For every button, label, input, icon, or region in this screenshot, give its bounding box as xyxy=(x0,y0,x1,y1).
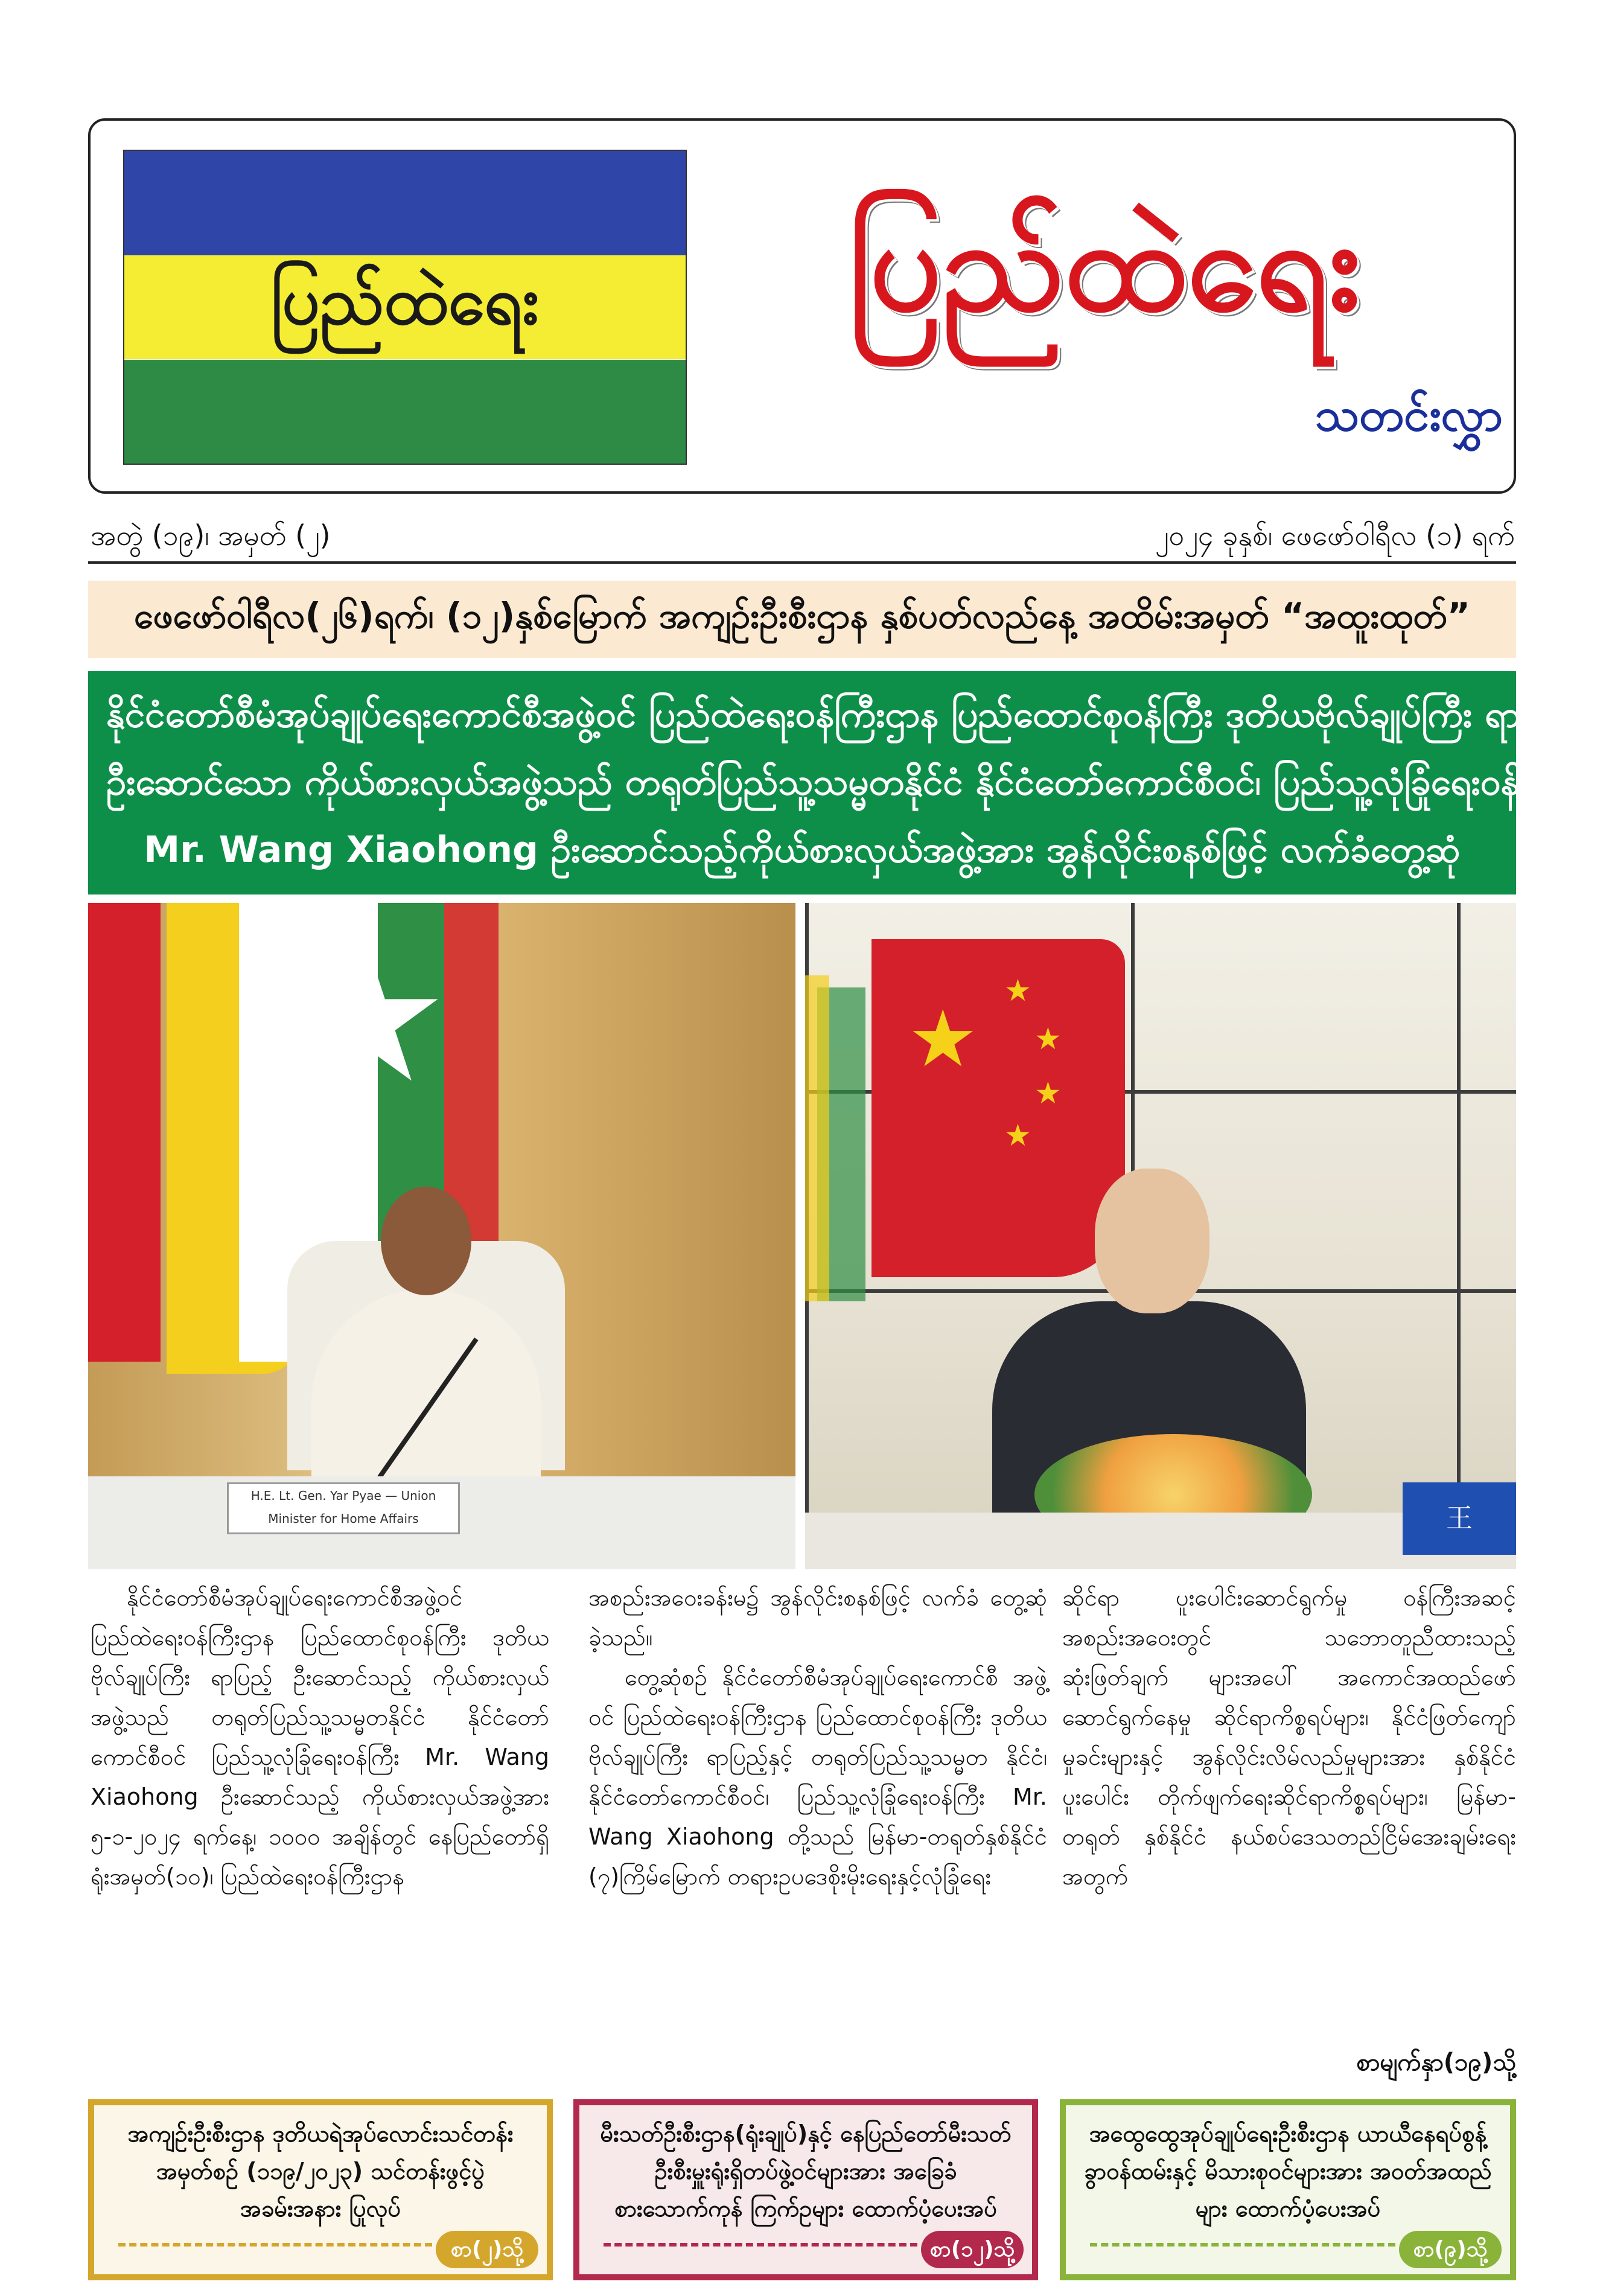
teaser-text: အကျဉ်းဦးစီးဌာန ဒုတိယရဲအုပ်လောင်းသင်တန်းအမှတ်စဉ် (၁၁၉/၂၀၂၃) သင်တန်းဖွင့်ပွဲအခမ်းအနား ပြုလုပ် xyxy=(127,2120,514,2222)
teaser-text: အထွေထွေအုပ်ချုပ်ရေးဦးစီးဌာန ယာယီနေရပ်စွန့် ခွာဝန်ထမ်းနှင့် မိသားစုဝင်များအား အဝတ်အထည်များ ထောက်ပံ့ပေးအပ် xyxy=(1084,2120,1492,2222)
continued-page-link[interactable]: စာမျက်နှာ(၁၉)သို့ xyxy=(1356,2049,1516,2076)
myanmar-flag-edge xyxy=(805,975,829,1301)
flag-star-icon: ★ xyxy=(287,912,450,1123)
main-headline xyxy=(88,671,1582,894)
teaser-page-ref[interactable]: စာ(၂)သို့ xyxy=(436,2231,538,2268)
newspaper-title: ပြည်ထဲရေး xyxy=(848,191,1361,339)
teaser-box-fire-services[interactable] xyxy=(573,2099,1038,2280)
article-column-1: နိုင်ငံတော်စီမံအုပ်ချုပ်ရေးကောင်စီအဖွဲ့ဝင် ပြည်ထဲရေးဝန်ကြီးဌာန ပြည်ထောင်စုဝန်ကြီး ဒုတိယ ဗိုလ်ချုပ်ကြီး ရာပြည့် ဦးဆောင်သည့် ကိုယ်စားလှယ် အဖွဲ့သည် တရုတ်ပြည်သူ့သမ္မတနိုင်ငံ နိုင်ငံတော် ကောင်စီဝင် ပြည်သူ့လုံခြုံရေးဝန်ကြီး Mr. Wang Xiaohong ဦးဆောင်သည့် ကိုယ်စားလှယ်အဖွဲ့အား ၅-၁-၂၀၂၄ ရက်နေ့၊ ၁၀၀၀ အချိန်တွင် နေပြည်တော်ရှိ ရုံးအမှတ်(၁၀)၊ ပြည်ထဲရေးဝန်ကြီးဌာန xyxy=(91,1584,549,1890)
china-flag-left xyxy=(88,903,161,1362)
chinese-minister-head xyxy=(1095,1169,1209,1313)
video-wall-line xyxy=(1457,903,1461,1569)
teaser-box-prison-course[interactable] xyxy=(88,2099,553,2280)
photo-myanmar-minister xyxy=(88,903,795,1569)
headline-line-1: နိုင်ငံတော်စီမံအုပ်ချုပ်ရေးကောင်စီအဖွဲ့ဝင် ပြည်ထဲရေးဝန်ကြီးဌာန ပြည်ထောင်စုဝန်ကြီး ဒုတိယဗိုလ်ချုပ်ကြီး ရာပြည့် xyxy=(106,694,1582,736)
article-paragraph: တွေ့ဆုံစဉ် နိုင်ငံတော်စီမံအုပ်ချုပ်ရေးကောင်စီ အဖွဲ့ဝင် ပြည်ထဲရေးဝန်ကြီးဌာန ပြည်ထောင်စုဝန်ကြီး ဒုတိယဗိုလ်ချုပ်ကြီး ရာပြည့်နှင့် တရုတ်ပြည်သူ့သမ္မတ နိုင်ငံ၊ နိုင်ငံတော်ကောင်စီဝင်၊ ပြည်သူ့လုံခြုံရေးဝန်ကြီး Mr. Wang Xiaohong တို့သည် မြန်မာ-တရုတ်နှစ်နိုင်ငံ (၇)ကြိမ်မြောက် တရားဥပဒေစိုးမိုးရေးနှင့်လုံခြုံရေး xyxy=(588,1664,1047,1890)
teaser-divider xyxy=(118,2243,432,2247)
newspaper-subtitle: သတင်းလွှာ xyxy=(1314,387,1503,441)
minister-nameplate: H.E. Lt. Gen. Yar Pyae — Union Minister for Home Affairs xyxy=(227,1482,460,1534)
flag-band-blue xyxy=(124,151,686,255)
issue-date: ၂၀၂၄ ခုနှစ်၊ ဖေဖော်ဝါရီလ (၁) ရက် xyxy=(1155,519,1515,552)
teaser-page-ref[interactable]: စာ(၉)သို့ xyxy=(1399,2231,1502,2268)
article-column-3: ဆိုင်ရာ ပူးပေါင်းဆောင်ရွက်မှု ဝန်ကြီးအဆင့် အစည်းအဝေးတွင် သဘောတူညီထားသည့် ဆုံးဖြတ်ချက် များအပေါ် အကောင်အထည်ဖော်ဆောင်ရွက်နေမှု ဆိုင်ရာကိစ္စရပ်များ၊ နိုင်ငံဖြတ်ကျော်မှုခင်းများနှင့် အွန်လိုင်းလိမ်လည်မှုများအား နှစ်နိုင်ငံ ပူးပေါင်း တိုက်ဖျက်ရေးဆိုင်ရာကိစ္စရပ်များ၊ မြန်မာ-တရုတ် နှစ်နိုင်ငံ နယ်စပ်ဒေသတည်ငြိမ်အေးချမ်းရေးအတွက် xyxy=(1062,1584,1516,1890)
teaser-divider xyxy=(1090,2243,1395,2247)
issue-divider xyxy=(88,561,1516,564)
masthead xyxy=(88,118,1516,494)
department-flag-logo xyxy=(123,150,687,465)
minister-head xyxy=(381,1187,471,1295)
flag-big-star-icon: ★ xyxy=(908,993,978,1085)
teaser-text: မီးသတ်ဦးစီးဌာန(ရုံးချုပ်)နှင့် နေပြည်တော်မီးသတ်ဦးစီးမှူးရုံးရှိတပ်ဖွဲ့ဝင်များအား အခြေခံစားသောက်ကုန် ကြက်ဥများ ထောက်ပံ့ပေးအပ် xyxy=(600,2120,1012,2222)
china-flag xyxy=(872,939,1125,1277)
headline-line-2: ဦးဆောင်သော ကိုယ်စားလှယ်အဖွဲ့သည် တရုတ်ပြည်သူ့သမ္မတနိုင်ငံ နိုင်ငံတော်ကောင်စီဝင်၊ ပြည်သူ့လုံခြုံရေးဝန်ကြီး xyxy=(106,761,1570,803)
special-edition-kicker: ဖေဖော်ဝါရီလ(၂၆)ရက်၊ (၁၂)နှစ်မြောက် အကျဉ်းဦးစီးဌာန နှစ်ပတ်လည်နေ့ အထိမ်းအမှတ် “အထူးထုတ်” xyxy=(88,581,1516,658)
teaser-divider xyxy=(604,2243,917,2247)
flag-small-star-icon: ★ xyxy=(1034,1076,1062,1111)
flag-band-green xyxy=(124,360,686,464)
photo-chinese-minister xyxy=(805,903,1516,1569)
teaser-page-ref[interactable]: စာ(၁၂)သို့ xyxy=(921,2231,1024,2268)
headline-line-3: Mr. Wang Xiaohong ဦးဆောင်သည့်ကိုယ်စားလှယ်အဖွဲ့အား အွန်လိုင်းစနစ်ဖြင့် လက်ခံတွေ့ဆုံ xyxy=(144,829,1461,871)
flag-small-star-icon: ★ xyxy=(1004,973,1031,1008)
chinese-minister-nameplate: 王 xyxy=(1403,1482,1516,1555)
flag-text: ပြည်ထဲရေး xyxy=(270,262,540,340)
flag-small-star-icon: ★ xyxy=(1004,1118,1031,1153)
flag-small-star-icon: ★ xyxy=(1034,1021,1062,1056)
article-paragraph: အစည်းအဝေးခန်းမ၌ အွန်လိုင်းစနစ်ဖြင့် လက်ခံ တွေ့ဆုံခဲ့သည်။ xyxy=(588,1584,1047,1651)
teaser-box-gad-donation[interactable] xyxy=(1060,2099,1516,2280)
issue-volume-number: အတွဲ (၁၉)၊ အမှတ် (၂) xyxy=(91,519,331,552)
